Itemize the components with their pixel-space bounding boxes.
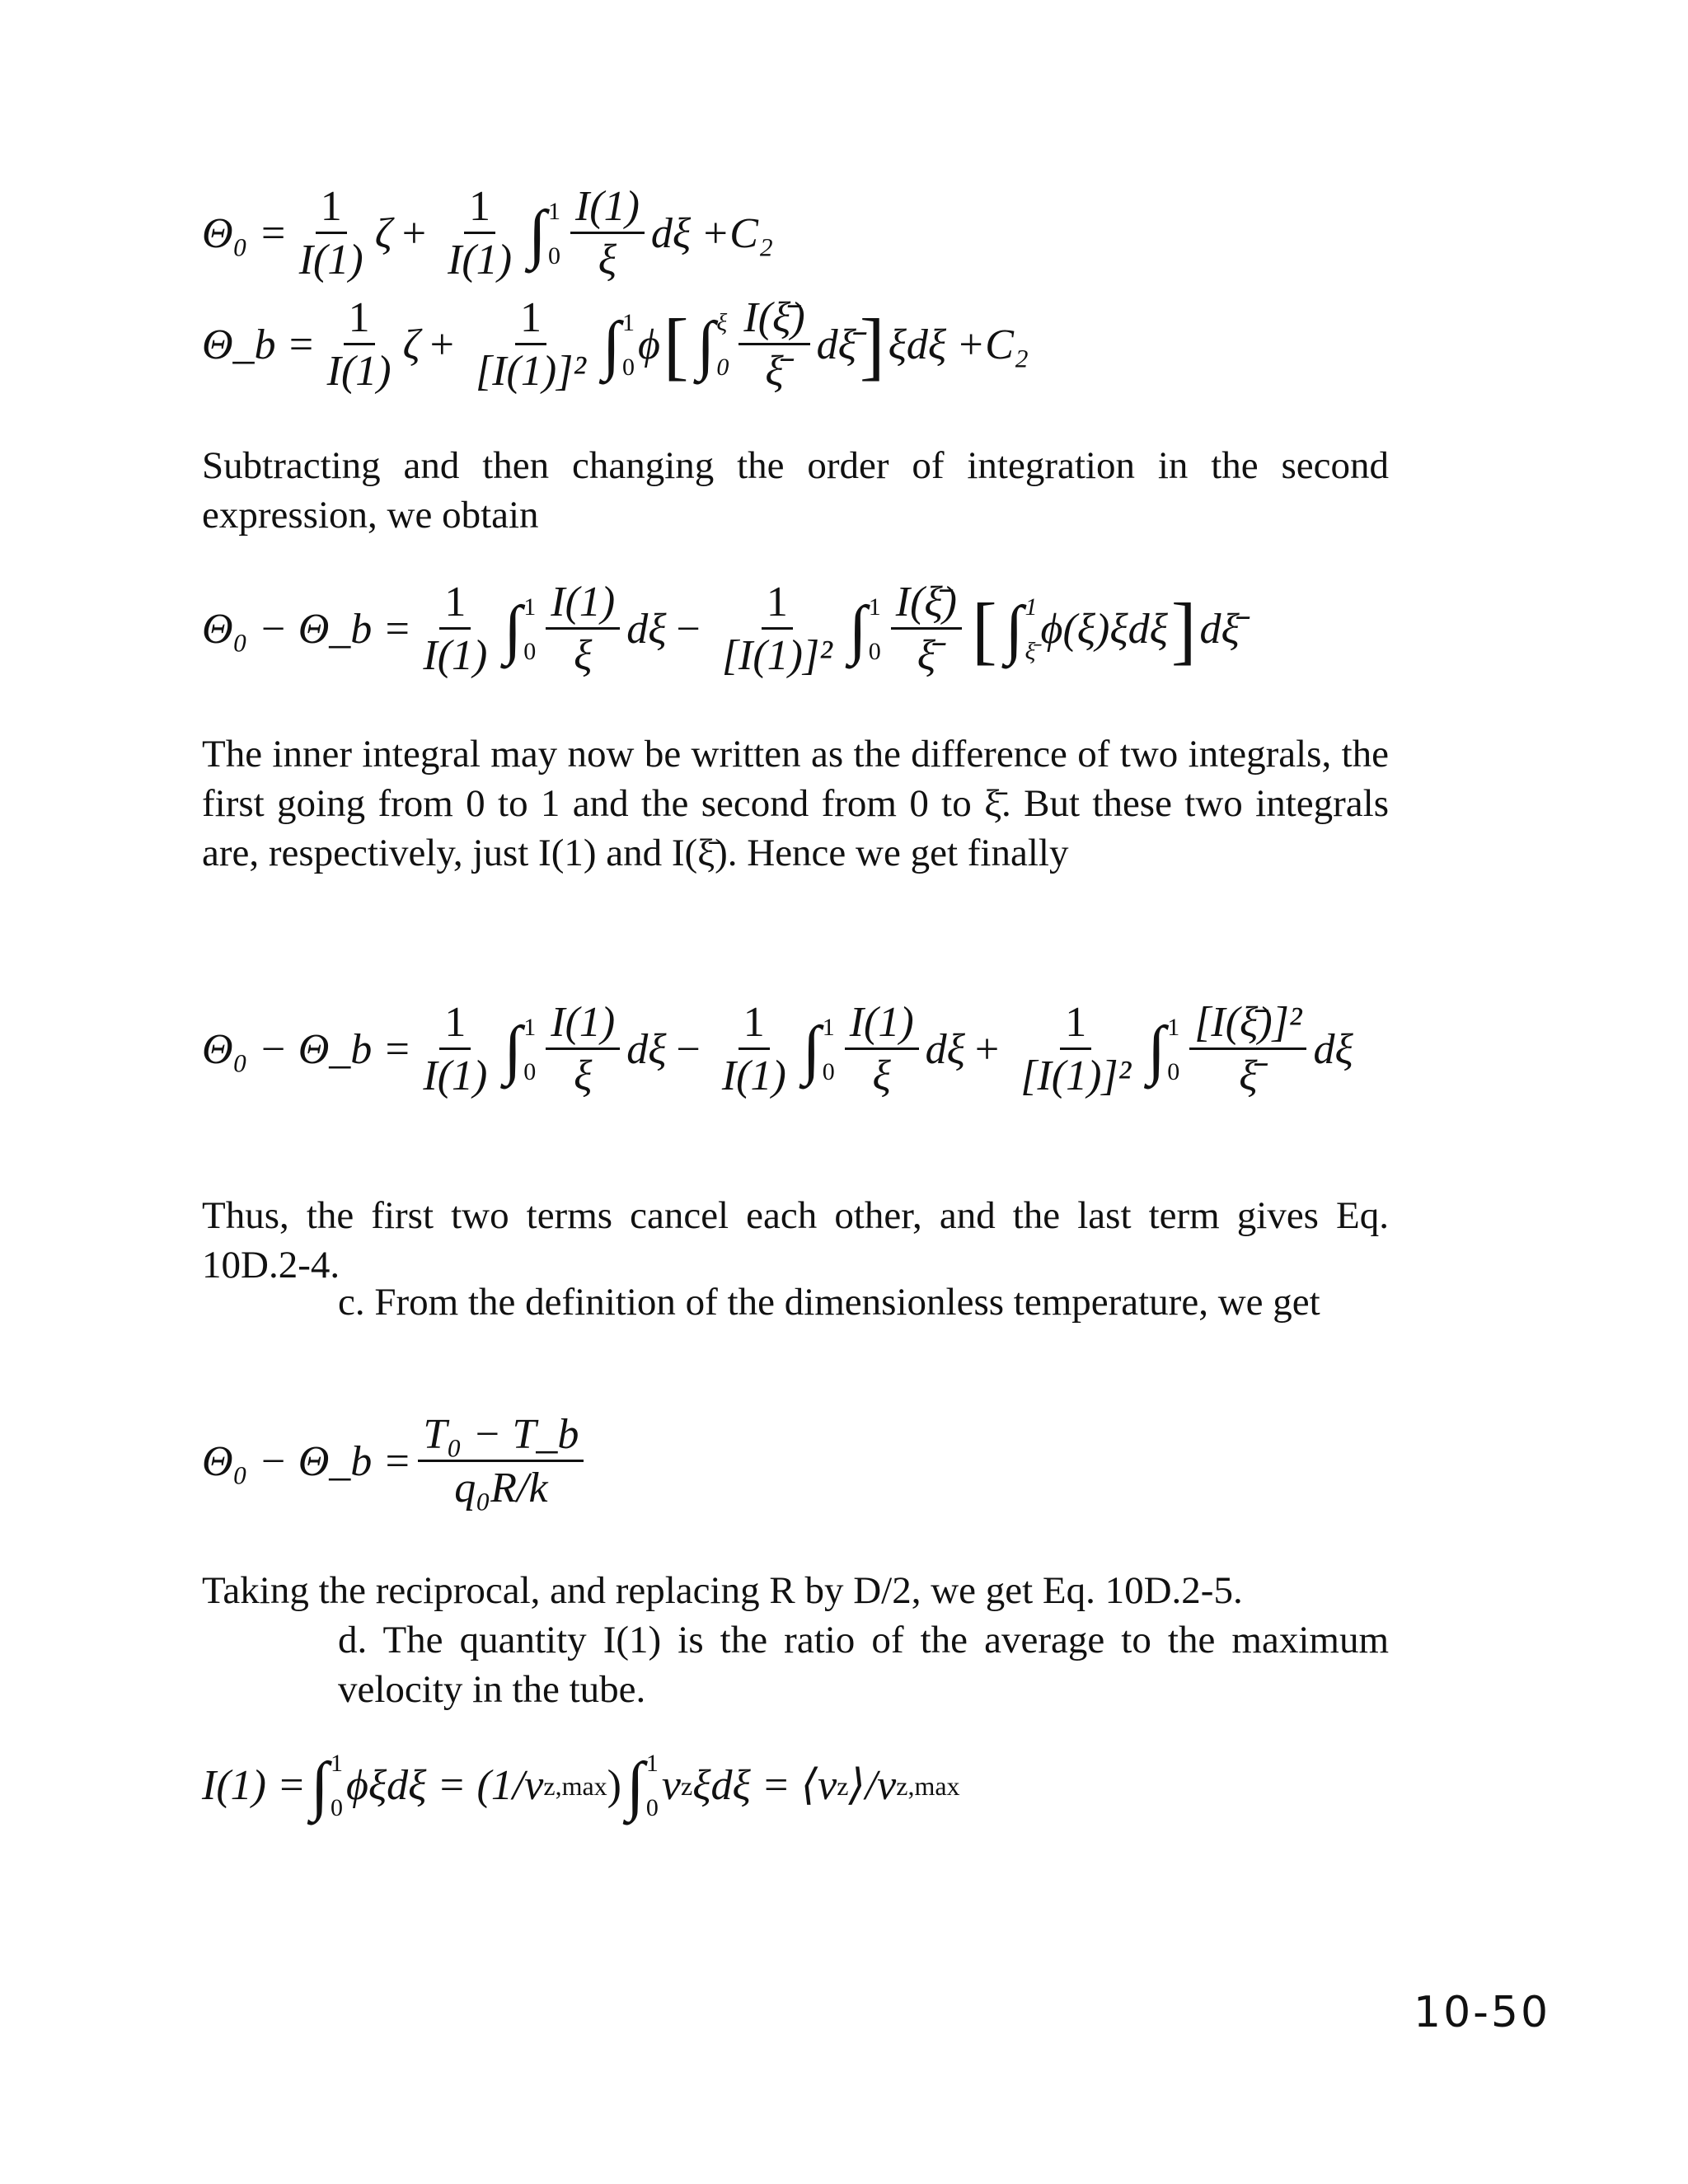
integral-sign: ∫ bbox=[603, 308, 621, 382]
paragraph-subtracting: Subtracting and then changing the order of integration in the second expression, we obtain bbox=[202, 444, 1389, 537]
equation-thetab: Θ_b = $\frac{1}{I(1)}$ ζ + $\frac{1}{\text{[I(1)]²}}$ ∫ 1 0 ϕ [ ∫ ξ 0 $\frac{I(\xī)}{\xī}$ dξ̄ ] ξdξ +C₂ bbox=[202, 294, 1029, 395]
paragraph-reciprocal: Taking the reciprocal, and replacing R by D/2, we get Eq. 10D.2-5. bbox=[202, 1569, 1243, 1612]
page-number: 10-50 bbox=[1414, 1988, 1551, 2037]
equation-dimensionless: Θ₀ − Θ_b = $\frac{\text{T₀ − T\_b}}{\text{q₀R/k}}$ bbox=[202, 1413, 590, 1510]
equation-I1: I(1) = ∫ 1 0 ϕξdξ = (1/v z,max ) ∫ 1 0 v z ξdξ = ⟨v z ⟩/v z,max bbox=[202, 1750, 960, 1822]
integral-sign: ∫ bbox=[626, 1750, 645, 1822]
eq1-frac-c: $\frac{I(1)}{\xi}$ bbox=[570, 185, 645, 282]
equation-difference-2: Θ₀ − Θ_b = $\frac{1}{I(1)}$ ∫ 1 0 $\frac{I(1)}{\xi}$ dξ − $\frac{1}{I(1)}$ ∫ 1 0 $\frac{I(1)}{\xi}$ dξ + $\frac{1}{\text{[I(1)]²}}$ ∫ 1 0 $\frac{\text{[I(ξ̄)]²}}{\xī}$ dξ bbox=[202, 999, 1353, 1099]
eq1-lhs: Θ₀ = bbox=[202, 209, 288, 257]
paragraph-d: d. The quantity I(1) is the ratio of the average to the maximum velocity in the tube. bbox=[338, 1619, 1389, 1711]
integral-sign: ∫ bbox=[696, 308, 715, 382]
equation-theta0: Θ₀ = $\frac{1}{I(1)}$ ζ + $\frac{1}{I(1)}$ ∫ 1 0 $\frac{I(1)}{\xi}$ dξ +C₂ bbox=[202, 183, 774, 284]
integral-sign: ∫ bbox=[311, 1750, 329, 1822]
eq1-frac-b: $\frac{1}{I(1)}$ bbox=[448, 183, 513, 284]
paragraph-thus: Thus, the first two terms cancel each other, and the last term gives Eq. 10D.2-4. bbox=[202, 1194, 1389, 1286]
equation-difference-1: Θ₀ − Θ_b = $\frac{1}{I(1)}$ ∫ 1 0 $\frac{I(1)}{\xi}$ dξ − $\frac{1}{\text{[I(1)]²}}$ ∫ 1 0 $\frac{I(\xī)}{\xī}$ [ ∫ 1 ξ̄ ϕ(ξ)ξdξ ] dξ̄ bbox=[202, 579, 1240, 679]
integral-sign: ∫ bbox=[1005, 593, 1024, 666]
integral-sign: ∫ bbox=[504, 1013, 523, 1086]
integral-sign: ∫ bbox=[802, 1013, 821, 1086]
integral-sign: ∫ bbox=[848, 593, 867, 666]
eq1-frac-a: $\frac{1}{I(1)}$ bbox=[298, 183, 363, 284]
paragraph-inner-integral: The inner integral may now be written as the difference of two integrals, the first going from 0 to 1 and the second from 0 to ξ̄. But these two integrals are, respectively, just I(1) and I(ξ̄). Hence we get finally bbox=[202, 733, 1389, 874]
integral-sign: ∫ bbox=[1147, 1013, 1166, 1086]
integral-sign: ∫ bbox=[528, 197, 546, 270]
paragraph-c: c. From the definition of the dimensionless temperature, we get bbox=[338, 1281, 1320, 1324]
integral-sign: ∫ bbox=[504, 593, 523, 666]
